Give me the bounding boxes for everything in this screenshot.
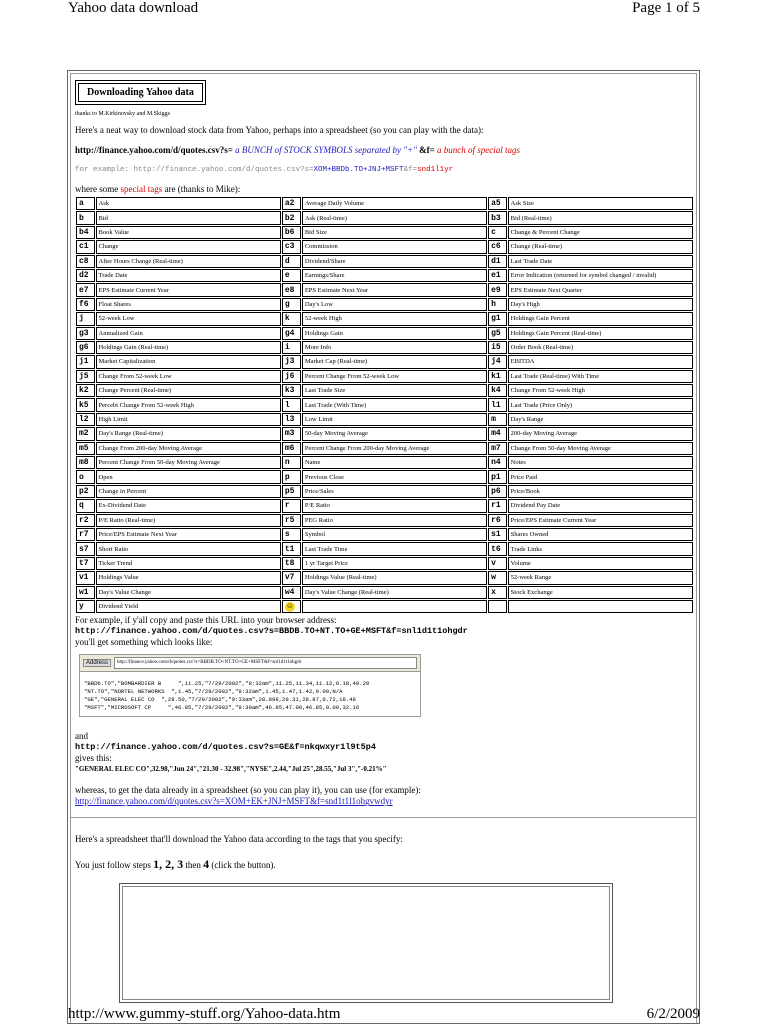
tag-code: m8: [76, 456, 95, 469]
tag-description: Change (Real-time): [508, 240, 693, 253]
tag-code: e7: [76, 283, 95, 296]
tag-description: Price Paid: [508, 470, 693, 483]
tag-description: Percebt Change From 52-week High: [96, 398, 281, 411]
tags-table: [75, 196, 694, 614]
whereas-text: whereas, to get the data already in a spreadsheet (so you can play it), you can use (for example):: [75, 785, 421, 796]
tag-code: j4: [488, 355, 507, 368]
steps-post: (click the button).: [209, 860, 276, 871]
tag-description: Bid (Real-time): [508, 211, 693, 224]
url-amp: &f=: [416, 145, 435, 155]
tag-description: Holdings Gain Percent (Real-time): [508, 327, 693, 340]
csv-line: "NT.TO","NORTEL NETWORKS ",1.45,"7/29/2002","9:32am",1.45,1.47,1.42,0.00,N/A: [84, 688, 343, 696]
table-row: [76, 442, 693, 455]
url-format: [75, 145, 694, 156]
tag-code: e: [282, 269, 301, 282]
table-row: [76, 269, 693, 282]
tag-code: m5: [76, 442, 95, 455]
tag-code: p6: [488, 485, 507, 498]
tag-code: g3: [76, 327, 95, 340]
tag-code: b2: [282, 211, 301, 224]
example3-url: http://finance.yahoo.com/d/quotes.csv?s=GE&f=nkqwxyr1l9t5p4: [75, 742, 376, 753]
tag-code: r2: [76, 514, 95, 527]
tag-code: d1: [488, 255, 507, 268]
tag-description: Price/Sales: [302, 485, 487, 498]
tag-code: [488, 600, 507, 613]
tag-code: j: [76, 312, 95, 325]
page-footer-url: http://www.gummy-stuff.org/Yahoo-data.htm: [68, 1006, 341, 1022]
table-row: [76, 240, 693, 253]
table-row: [76, 211, 693, 224]
url-base: http://finance.yahoo.com/d/quotes.csv?s=: [75, 145, 233, 155]
spreadsheet-link[interactable]: http://finance.yahoo.com/d/quotes.csv?s=XOM+EK+JNJ+MSFT&f=snd1t1l1ohgvwdyr: [75, 796, 393, 807]
tag-description: Commission: [302, 240, 487, 253]
tag-code: a5: [488, 197, 507, 210]
browser-screenshot: [79, 654, 421, 717]
tag-description: Holdings Value (Real-time): [302, 571, 487, 584]
table-row: [76, 327, 693, 340]
tag-code: w1: [76, 586, 95, 599]
tag-description: Market Cap (Real-time): [302, 355, 487, 368]
tag-description: Trade Date: [96, 269, 281, 282]
page-number: Page 1 of 5: [632, 0, 700, 16]
tag-description: Holdings Value: [96, 571, 281, 584]
tag-code: m6: [282, 442, 301, 455]
table-row: [76, 571, 693, 584]
example2-url: http://finance.yahoo.com/d/quotes.csv?s=BBDB.TO+NT.TO+GE+MSFT&f=snl1d1t1ohgdr: [75, 626, 468, 637]
tag-code: r5: [282, 514, 301, 527]
table-row: [76, 542, 693, 555]
sheet-intro: Here's a spreadsheet that'll download the Yahoo data according to the tags that you specify:: [75, 834, 403, 845]
tag-code: o: [76, 470, 95, 483]
tag-description: EPS Estimate Current Year: [96, 283, 281, 296]
tag-code: c: [488, 226, 507, 239]
tag-code: k4: [488, 384, 507, 397]
tag-code: s1: [488, 528, 507, 541]
address-input: http://finance.yahoo.com/d/quotes.csv?s=BBDB.TO+NT.TO+GE+MSFT&f=snl1d1t1ohgdr: [114, 657, 417, 669]
special-tags-label: special tags: [120, 184, 163, 194]
tag-code: t8: [282, 557, 301, 570]
tag-description: 52-week Range: [508, 571, 693, 584]
tag-code: b3: [488, 211, 507, 224]
table-row: [76, 427, 693, 440]
example-prefix: for example: http://finance.yahoo.com/d/quotes.csv?s=: [75, 166, 314, 174]
tag-code: m2: [76, 427, 95, 440]
tag-code: s: [282, 528, 301, 541]
tag-description: Day's Low: [302, 298, 487, 311]
tag-description: Shares Owned: [508, 528, 693, 541]
tag-code: j3: [282, 355, 301, 368]
table-row: [76, 557, 693, 570]
tag-description: Short Ratio: [96, 542, 281, 555]
tag-description: Change From 52-week High: [508, 384, 693, 397]
tag-code: l: [282, 398, 301, 411]
example-symbols: XOM+BBDb.TO+JNJ+MSFT: [313, 166, 404, 174]
table-row: [76, 384, 693, 397]
step-4: 4: [203, 857, 210, 872]
tag-description: Change From 50-day Moving Average: [508, 442, 693, 455]
where-post: are (thanks to Mike):: [162, 184, 241, 194]
tag-description: Change in Percent: [96, 485, 281, 498]
tag-description: Earnings/Share: [302, 269, 487, 282]
tag-description: Change From 200-day Moving Average: [96, 442, 281, 455]
tag-description: Percent Change From 200-day Moving Average: [302, 442, 487, 455]
tag-description: Dividend Yield: [96, 600, 281, 613]
table-row: [76, 470, 693, 483]
document-frame: [67, 70, 700, 1024]
tag-description: Change & Percent Change: [508, 226, 693, 239]
table-row: [76, 413, 693, 426]
table-row: [76, 283, 693, 296]
tag-description: Day's Range (Real-time): [96, 427, 281, 440]
tag-code: p1: [488, 470, 507, 483]
tag-description: Change Percent (Real-time): [96, 384, 281, 397]
tag-description: EPS Estimate Next Quarter: [508, 283, 693, 296]
csv-line: "GE","GENERAL ELEC CO ",28.50,"7/29/2002","9:33am",28.898,29.31,28.87,0.72,18.48: [84, 696, 356, 704]
tag-code: g1: [488, 312, 507, 325]
tag-description: More Info: [302, 341, 487, 354]
tag-description: 52-week High: [302, 312, 487, 325]
tag-code: j6: [282, 370, 301, 383]
tag-description: Price/EPS Estimate Next Year: [96, 528, 281, 541]
tag-code: l2: [76, 413, 95, 426]
tag-description: Dividend Pay Date: [508, 499, 693, 512]
tag-description: Percent Change From 50-day Moving Average: [96, 456, 281, 469]
tag-description: Open: [96, 470, 281, 483]
tag-description: EPS Estimate Next Year: [302, 283, 487, 296]
tag-description: Last Trade Date: [508, 255, 693, 268]
url-tags-desc: a bunch of special tags: [434, 145, 520, 155]
tag-code: c8: [76, 255, 95, 268]
tag-description: Bid Size: [302, 226, 487, 239]
tag-code: r: [282, 499, 301, 512]
tag-code: v1: [76, 571, 95, 584]
steps-then: then: [183, 860, 204, 871]
tag-code: b6: [282, 226, 301, 239]
tag-code: p: [282, 470, 301, 483]
tag-code: x: [488, 586, 507, 599]
tag-code: m: [488, 413, 507, 426]
thanks-note: thanks to M.Kirkinovsky and M.Skiggs: [75, 111, 171, 117]
tag-description: Day's Value Change (Real-time): [302, 586, 487, 599]
divider: [71, 817, 696, 818]
steps-text: [75, 859, 694, 871]
tag-code: k2: [76, 384, 95, 397]
table-row: [76, 370, 693, 383]
tag-code: i: [282, 341, 301, 354]
steps-nums: 1, 2, 3: [153, 857, 184, 872]
tag-description: Annualized Gain: [96, 327, 281, 340]
tag-description: Name: [302, 456, 487, 469]
csv-line: "MSFT","MICROSOFT CP ",46.85,"7/29/2002","9:30am",46.85,47.00,46.85,0.00,32.16: [84, 704, 360, 712]
tag-code: b: [76, 211, 95, 224]
tag-description: Average Daily Volume: [302, 197, 487, 210]
tag-code: v: [488, 557, 507, 570]
tag-description: [508, 600, 693, 613]
tag-description: Book Value: [96, 226, 281, 239]
tag-description: Volume: [508, 557, 693, 570]
tag-description: 1 yr Target Price: [302, 557, 487, 570]
tag-description: PEG Ratio: [302, 514, 487, 527]
gives-this: gives this:: [75, 753, 112, 764]
and-text: and: [75, 731, 88, 742]
tag-code: j1: [76, 355, 95, 368]
tag-description: Change From 52-week Low: [96, 370, 281, 383]
tag-description: Order Book (Real-time): [508, 341, 693, 354]
tag-description: Previous Close: [302, 470, 487, 483]
tag-description: P/E Ratio (Real-time): [96, 514, 281, 527]
tag-description: Day's Range: [508, 413, 693, 426]
tag-description: Last Trade Size: [302, 384, 487, 397]
table-row: [76, 398, 693, 411]
tag-description: Price/EPS Estimate Current Year: [508, 514, 693, 527]
table-row: [76, 341, 693, 354]
tag-description: Ask (Real-time): [302, 211, 487, 224]
table-row: [76, 355, 693, 368]
tag-code: a: [76, 197, 95, 210]
example2-result: you'll get something which looks like:: [75, 637, 213, 648]
tag-description: Holdings Gain Percent: [508, 312, 693, 325]
tag-code: m3: [282, 427, 301, 440]
document-content: [70, 73, 697, 1024]
tag-description: P/E Ratio: [302, 499, 487, 512]
tag-description: After Hours Change (Real-time): [96, 255, 281, 268]
tag-code: l1: [488, 398, 507, 411]
address-bar: [80, 655, 420, 672]
tag-code: e1: [488, 269, 507, 282]
table-row: [76, 485, 693, 498]
csv-line: "BBDb.TO","BOMBARDIER B ",11.25,"7/29/2002","9:32am",11.25,11.34,11.12,0.18,40.20: [84, 680, 370, 688]
tag-code: l3: [282, 413, 301, 426]
tag-description: Last Trade (Real-time) With Time: [508, 370, 693, 383]
tag-code: k1: [488, 370, 507, 383]
tag-description: Stock Exchange: [508, 586, 693, 599]
tag-code: g6: [76, 341, 95, 354]
tag-description: Change: [96, 240, 281, 253]
table-row: [76, 312, 693, 325]
tag-description: Percent Change From 52-week Low: [302, 370, 487, 383]
embedded-spreadsheet[interactable]: [119, 883, 613, 1003]
tag-description: Holdings Gain (Real-time): [96, 341, 281, 354]
tag-code: e8: [282, 283, 301, 296]
tag-description: Last Trade (Price Only): [508, 398, 693, 411]
tag-code: p2: [76, 485, 95, 498]
tag-description: 50-day Moving Average: [302, 427, 487, 440]
tag-code: t1: [282, 542, 301, 555]
tag-code: y: [76, 600, 95, 613]
tag-description: High Limit: [96, 413, 281, 426]
tag-code: r1: [488, 499, 507, 512]
tag-code: e9: [488, 283, 507, 296]
tag-code: a2: [282, 197, 301, 210]
tag-code: m4: [488, 427, 507, 440]
tag-description: Price/Book: [508, 485, 693, 498]
tag-description: Ask Size: [508, 197, 693, 210]
example-url: [75, 165, 694, 176]
tag-code: q: [76, 499, 95, 512]
tag-description: Ticker Trend: [96, 557, 281, 570]
example3-result: "GENERAL ELEC CO",32.98,"Jun 24","21.30 - 32.98","NYSE",2.44,"Jul 25",28.55,"Jul 3","-0.21%": [75, 765, 387, 774]
table-row: [76, 528, 693, 541]
tag-description: Float Shares: [96, 298, 281, 311]
tag-description: Symbol: [302, 528, 487, 541]
tag-description: Holdings Gain: [302, 327, 487, 340]
tag-code: p5: [282, 485, 301, 498]
tag-description: Trade Links: [508, 542, 693, 555]
tag-code: r6: [488, 514, 507, 527]
tag-description: Last Trade (With Time): [302, 398, 487, 411]
tag-description: 200-day Moving Average: [508, 427, 693, 440]
tag-code: w4: [282, 586, 301, 599]
steps-pre: You just follow steps: [75, 860, 154, 871]
tag-code: g4: [282, 327, 301, 340]
tag-code: c1: [76, 240, 95, 253]
table-row: [76, 586, 693, 599]
tag-code: g: [282, 298, 301, 311]
tag-description: Last Trade Time: [302, 542, 487, 555]
tag-code: s7: [76, 542, 95, 555]
tag-code: j5: [76, 370, 95, 383]
example-tags: snd1l1yr: [417, 166, 454, 174]
tag-description: Day's High: [508, 298, 693, 311]
tag-code: t7: [76, 557, 95, 570]
tag-code: d: [282, 255, 301, 268]
tag-code: k5: [76, 398, 95, 411]
tag-code: k: [282, 312, 301, 325]
smiley-icon: ☺: [285, 602, 295, 612]
title-box: [75, 80, 206, 105]
table-row: [76, 197, 693, 210]
tag-description: [302, 600, 487, 613]
tag-description: Ex-Dividend Date: [96, 499, 281, 512]
tag-code: [282, 600, 301, 613]
example-amp: &f=: [403, 166, 418, 174]
tag-description: EBITDA: [508, 355, 693, 368]
tag-code: c3: [282, 240, 301, 253]
url-symbols-desc: a BUNCH of STOCK SYMBOLS separated by "+": [232, 145, 417, 155]
where-pre: where some: [75, 184, 121, 194]
tag-code: v7: [282, 571, 301, 584]
page-footer-date: 6/2/2009: [646, 1006, 700, 1022]
tag-code: d2: [76, 269, 95, 282]
tag-code: c6: [488, 240, 507, 253]
example2-intro: For example, if y'all copy and paste this URL into your browser address:: [75, 615, 337, 626]
intro-text: Here's a neat way to download stock data from Yahoo, perhaps into a spreadsheet (so you can play with the data):: [75, 125, 484, 135]
table-row: [76, 514, 693, 527]
tag-code: g5: [488, 327, 507, 340]
table-row: [76, 499, 693, 512]
tag-description: Ask: [96, 197, 281, 210]
table-row: [76, 298, 693, 311]
tag-code: h: [488, 298, 507, 311]
table-row: [76, 456, 693, 469]
tag-description: 52-week Low: [96, 312, 281, 325]
tag-description: Low Limit: [302, 413, 487, 426]
tag-code: w: [488, 571, 507, 584]
where-text: [75, 184, 694, 195]
address-label: Address: [83, 659, 111, 667]
tag-code: b4: [76, 226, 95, 239]
tag-code: m7: [488, 442, 507, 455]
table-row: [76, 255, 693, 268]
tag-code: t6: [488, 542, 507, 555]
tag-code: n: [282, 456, 301, 469]
table-row: [76, 600, 693, 613]
tag-code: k3: [282, 384, 301, 397]
tag-code: r7: [76, 528, 95, 541]
tag-code: f6: [76, 298, 95, 311]
tag-code: n4: [488, 456, 507, 469]
page-header-title: Yahoo data download: [68, 0, 199, 16]
tag-code: i5: [488, 341, 507, 354]
tag-description: Market Capitalization: [96, 355, 281, 368]
page-title: Downloading Yahoo data: [78, 83, 203, 102]
tag-description: Error Indication (returned for symbol changed / invalid): [508, 269, 693, 282]
csv-output: [80, 672, 420, 716]
tag-description: Dividend/Share: [302, 255, 487, 268]
tag-description: Notes: [508, 456, 693, 469]
tag-description: Bid: [96, 211, 281, 224]
table-row: [76, 226, 693, 239]
tag-description: Day's Value Change: [96, 586, 281, 599]
